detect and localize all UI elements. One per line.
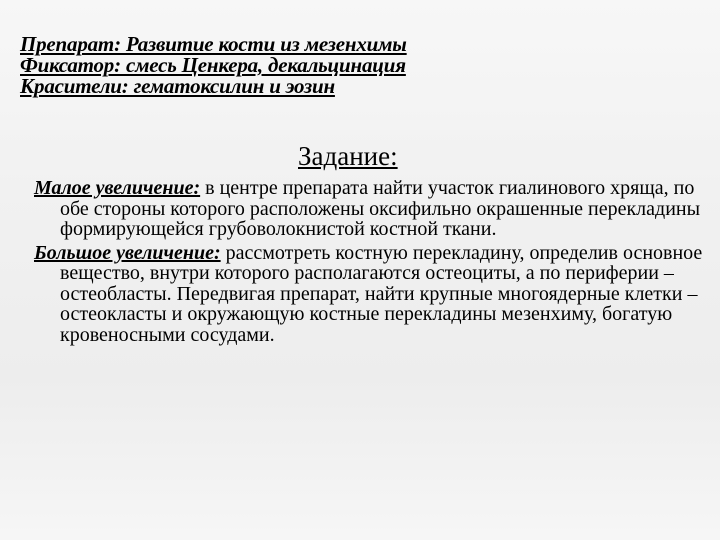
high-magnification-label: Большое увеличение: [34, 241, 221, 264]
high-magnification-paragraph [34, 243, 704, 346]
stain-info: Красители: гематоксилин и эозин [20, 74, 335, 98]
low-magnification-paragraph [34, 178, 704, 240]
specimen-name: Препарат: Развитие кости из мезенхимы [20, 32, 407, 56]
fixative-info: Фиксатор: смесь Ценкера, декальцинация [20, 53, 406, 77]
specimen-info-header [20, 34, 700, 97]
task-title: Задание: [298, 141, 398, 171]
task-body [34, 178, 704, 348]
high-magnification-text: рассмотреть костную перекладину, определив основное вещество, внутри которого располагаются остеоциты, а по периферии – остеобласты. Передвигая препарат, найти крупные многоядерные клетки – остеокласты и окружающую костные перекладины мезенхиму, богатую кровеносными сосудами. [60, 241, 703, 346]
low-magnification-text: в центре препарата найти участок гиалинового хряща, по обе стороны которого расположены оксифильно окрашенные перекладины формирующейся грубоволокнистой костной ткани. [60, 177, 701, 240]
low-magnification-label: Малое увеличение: [34, 177, 201, 199]
